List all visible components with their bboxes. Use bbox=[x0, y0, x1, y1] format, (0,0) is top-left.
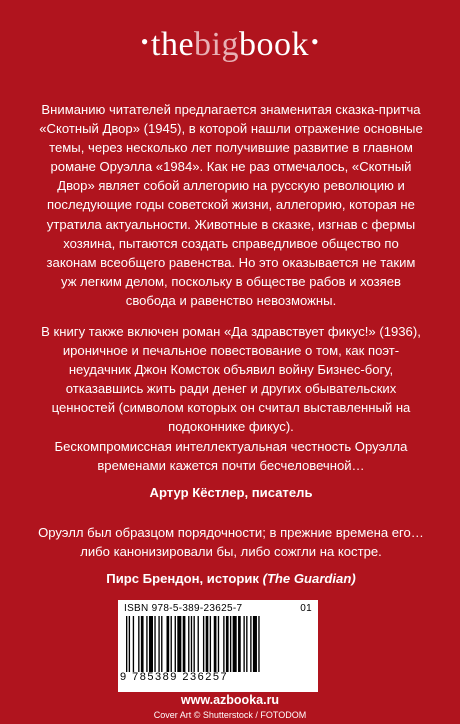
quote-koestler-author: Артур Кёстлер, писатель bbox=[149, 485, 313, 500]
barcode-bar bbox=[126, 616, 127, 672]
cover-credit: Cover Art © Shutterstock / FOTODOM bbox=[153, 710, 307, 720]
barcode-bar bbox=[171, 616, 172, 672]
second-novel-paragraph: В книгу также включен роман «Да здравствует фикус!» (1936), ироничное и печальное повествование о том, как поэт-неудачник Джон Комсток объявил войну Бизнес-богу, отказавшись жить ради денег и других обывательских ценностей (символом которых он считал выставленный на подоконнике фикус). bbox=[41, 324, 421, 435]
barcode-bar bbox=[226, 616, 229, 672]
isbn-line bbox=[124, 603, 312, 614]
description-paragraph: Вниманию читателей предлагается знаменитая сказка-притча «Скотный Двор» (1945), в которой нашли отражение основные темы, через несколько лет получившие развитие в главном романе Оруэлла «1984». Как не раз отмечалось, «Скотный Двор» являет собой аллегорию на русскую революцию и последующие годы советской жизни, аллегорию, которая не утратила актуальности. Животные в сказке, изгнав с фермы хозяина, пытаются создать справедливое общество по законам всеобщего равенства. Но это оказывается не таким уж легким делом, поскольку в обществе рабов и хозяев свобода и равенство невозможны. bbox=[39, 102, 423, 308]
barcode-bar bbox=[175, 616, 176, 672]
barcode-bar bbox=[223, 616, 224, 672]
logo-word-the: the bbox=[151, 26, 195, 63]
barcode-bar bbox=[246, 616, 247, 672]
barcode-bar bbox=[129, 616, 130, 672]
barcode-bar bbox=[206, 616, 209, 672]
barcode-bar bbox=[238, 616, 241, 672]
quote-koestler: Бескомпромиссная интеллектуальная честность Оруэлла временами кажется почти бесчеловечной… bbox=[54, 439, 408, 474]
barcode-bar bbox=[258, 616, 259, 672]
barcode-bar bbox=[188, 616, 189, 672]
quote-brendon-author bbox=[38, 569, 424, 588]
barcode-bar bbox=[203, 616, 204, 672]
barcode-bar bbox=[138, 616, 139, 672]
barcode-bar bbox=[158, 616, 159, 672]
barcode-bar bbox=[233, 616, 237, 672]
barcode-bar bbox=[133, 616, 134, 672]
barcode-bar bbox=[198, 616, 199, 672]
author-source: (The Guardian) bbox=[262, 571, 356, 586]
publisher-logo bbox=[0, 26, 460, 64]
barcode-bar bbox=[183, 616, 186, 672]
barcode-bar bbox=[194, 616, 195, 672]
website: www.azbooka.ru bbox=[180, 693, 280, 707]
barcode-bar bbox=[177, 616, 181, 672]
logo-dot-right: • bbox=[311, 29, 320, 54]
logo-word-book: book bbox=[239, 26, 309, 63]
barcode-bar bbox=[210, 616, 211, 672]
logo-dot-left: • bbox=[140, 29, 149, 54]
isbn-number: ISBN 978-5-389-23625-7 bbox=[124, 603, 243, 614]
barcode-bar bbox=[250, 616, 251, 672]
barcode-bar bbox=[146, 616, 147, 672]
quote-brendon: Оруэлл был образцом порядочности; в прежние времена его… либо канонизировали бы, либо сожгли на костре. bbox=[38, 525, 424, 560]
barcode-bar bbox=[154, 616, 155, 672]
logo-word-big: big bbox=[194, 26, 239, 63]
barcode-bars bbox=[126, 616, 312, 672]
barcode-bar bbox=[149, 616, 153, 672]
barcode-bar bbox=[243, 616, 244, 672]
barcode-panel bbox=[118, 600, 318, 692]
barcode-bar bbox=[230, 616, 231, 672]
barcode-bar bbox=[191, 616, 192, 672]
barcode-bar bbox=[141, 616, 144, 672]
ean-digits: 9 785389 236257 bbox=[120, 671, 229, 683]
barcode-bar bbox=[214, 616, 217, 672]
barcode-bar bbox=[161, 616, 162, 672]
barcode-bar bbox=[167, 616, 170, 672]
author-name: Пирс Брендон, историк bbox=[106, 571, 263, 586]
barcode-bar bbox=[253, 616, 257, 672]
isbn-addon-code: 01 bbox=[300, 603, 312, 614]
barcode-bar bbox=[218, 616, 219, 672]
